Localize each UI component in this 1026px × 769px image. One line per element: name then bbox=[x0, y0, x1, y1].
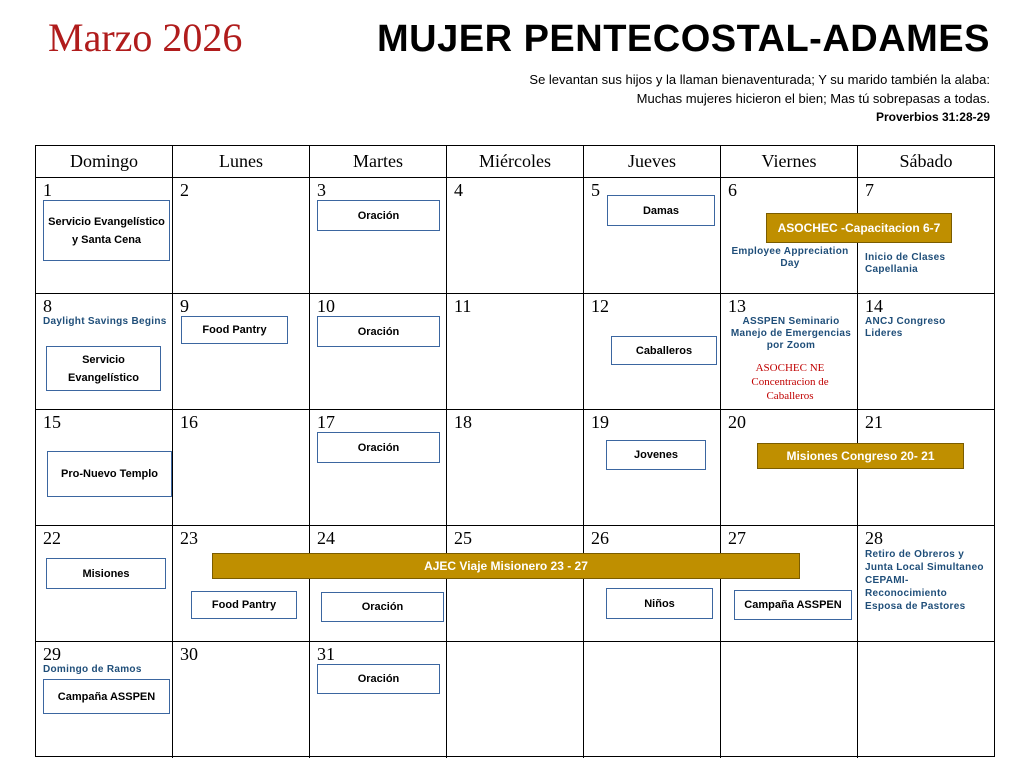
day-number: 11 bbox=[454, 296, 472, 316]
day-number: 3 bbox=[317, 180, 326, 200]
day-number: 21 bbox=[865, 412, 883, 432]
weekday-header: Viernes bbox=[721, 146, 858, 177]
organization-title: MUJER PENTECOSTAL-ADAMES bbox=[377, 18, 990, 60]
day-number: 19 bbox=[591, 412, 609, 432]
event-caballeros[interactable]: Caballeros bbox=[611, 336, 717, 365]
day-number: 7 bbox=[865, 180, 874, 200]
day-cell-2[interactable] bbox=[173, 178, 310, 293]
calendar-week bbox=[36, 526, 994, 642]
event-ninos[interactable]: Niños bbox=[606, 588, 713, 619]
weekday-header: Jueves bbox=[584, 146, 721, 177]
day-cell-13[interactable] bbox=[721, 294, 858, 409]
event-campana-asspen[interactable]: Campaña ASSPEN bbox=[734, 590, 852, 620]
event-misiones[interactable]: Misiones bbox=[46, 558, 166, 589]
day-cell-27[interactable] bbox=[721, 526, 858, 641]
day-cell-23[interactable] bbox=[173, 526, 310, 641]
day-cell-17[interactable] bbox=[310, 410, 447, 525]
day-number: 18 bbox=[454, 412, 472, 432]
event-oracion[interactable]: Oración bbox=[321, 592, 444, 622]
note-asspen-seminario: ASSPEN Seminario Manejo de Emergencias por Zoom bbox=[730, 316, 852, 351]
day-number: 4 bbox=[454, 180, 463, 200]
verse-line-2: Muchas mujeres hicieron el bien; Mas tú sobrepasas a todas. bbox=[636, 91, 990, 106]
day-cell-10[interactable] bbox=[310, 294, 447, 409]
day-cell-30[interactable] bbox=[173, 642, 310, 758]
day-cell-16[interactable] bbox=[173, 410, 310, 525]
day-number: 6 bbox=[728, 180, 737, 200]
day-cell-empty bbox=[447, 642, 584, 758]
day-number: 23 bbox=[180, 528, 198, 548]
day-cell-25[interactable] bbox=[447, 526, 584, 641]
day-cell-4[interactable] bbox=[447, 178, 584, 293]
day-cell-empty bbox=[858, 642, 994, 758]
event-campana-asspen[interactable]: Campaña ASSPEN bbox=[43, 679, 170, 714]
day-cell-15[interactable] bbox=[36, 410, 173, 525]
event-damas[interactable]: Damas bbox=[607, 195, 715, 226]
weekday-header: Domingo bbox=[36, 146, 173, 177]
day-number: 27 bbox=[728, 528, 746, 548]
event-bar-ajec-viaje-misionero[interactable]: AJEC Viaje Misionero 23 - 27 bbox=[212, 553, 800, 579]
day-cell-empty bbox=[584, 642, 721, 758]
event-jovenes[interactable]: Jovenes bbox=[606, 440, 706, 470]
day-cell-26[interactable] bbox=[584, 526, 721, 641]
event-servicio-evangelistico-santa-cena[interactable]: Servicio Evangelístico y Santa Cena bbox=[43, 200, 170, 261]
day-cell-1[interactable] bbox=[36, 178, 173, 293]
day-cell-19[interactable] bbox=[584, 410, 721, 525]
event-oracion[interactable]: Oración bbox=[317, 316, 440, 347]
day-number: 26 bbox=[591, 528, 609, 548]
day-number: 30 bbox=[180, 644, 198, 664]
event-pro-nuevo-templo[interactable]: Pro-Nuevo Templo bbox=[47, 451, 172, 497]
day-number: 16 bbox=[180, 412, 198, 432]
note-domingo-de-ramos: Domingo de Ramos bbox=[43, 664, 142, 675]
day-cell-14[interactable] bbox=[858, 294, 994, 409]
bible-verse bbox=[529, 70, 990, 127]
note-ancj-congreso: ANCJ Congreso Lideres bbox=[865, 316, 946, 339]
event-oracion[interactable]: Oración bbox=[317, 432, 440, 463]
day-number: 2 bbox=[180, 180, 189, 200]
weekday-header: Lunes bbox=[173, 146, 310, 177]
day-cell-29[interactable] bbox=[36, 642, 173, 758]
day-number: 31 bbox=[317, 644, 335, 664]
calendar-week bbox=[36, 294, 994, 410]
verse-reference: Proverbios 31:28-29 bbox=[875, 110, 990, 124]
weekday-header: Miércoles bbox=[447, 146, 584, 177]
day-number: 8 bbox=[43, 296, 52, 316]
note-inicio-clases-capellania: Inicio de Clases Capellania bbox=[865, 252, 946, 275]
day-number: 29 bbox=[43, 644, 61, 664]
day-number: 15 bbox=[43, 412, 61, 432]
day-cell-11[interactable] bbox=[447, 294, 584, 409]
day-number: 12 bbox=[591, 296, 609, 316]
day-number: 10 bbox=[317, 296, 335, 316]
day-number: 5 bbox=[591, 180, 600, 200]
day-cell-empty bbox=[721, 642, 858, 758]
calendar-week bbox=[36, 642, 994, 758]
event-bar-asochec-capacitacion[interactable]: ASOCHEC -Capacitacion 6-7 bbox=[766, 213, 952, 243]
note-asochec-concentracion: ASOCHEC NE Concentracion de Caballeros bbox=[751, 362, 829, 402]
day-number: 9 bbox=[180, 296, 189, 316]
day-number: 22 bbox=[43, 528, 61, 548]
day-number: 20 bbox=[728, 412, 746, 432]
event-food-pantry[interactable]: Food Pantry bbox=[191, 591, 297, 619]
weekday-header: Sábado bbox=[899, 151, 953, 171]
day-cell-8[interactable] bbox=[36, 294, 173, 409]
day-cell-22[interactable] bbox=[36, 526, 173, 641]
note-employee-appreciation-day: Employee Appreciation Day bbox=[731, 246, 849, 269]
event-oracion[interactable]: Oración bbox=[317, 200, 440, 231]
day-cell-18[interactable] bbox=[447, 410, 584, 525]
event-bar-misiones-congreso[interactable]: Misiones Congreso 20- 21 bbox=[757, 443, 964, 469]
day-cell-28[interactable] bbox=[858, 526, 994, 641]
event-oracion[interactable]: Oración bbox=[317, 664, 440, 694]
day-number: 1 bbox=[43, 180, 52, 200]
event-servicio-evangelistico[interactable]: Servicio Evangelístico bbox=[46, 346, 161, 391]
day-number: 25 bbox=[454, 528, 472, 548]
note-daylight-savings: Daylight Savings Begins bbox=[43, 316, 167, 327]
day-number: 13 bbox=[728, 296, 746, 316]
month-title: Marzo 2026 bbox=[48, 15, 243, 60]
day-cell-12[interactable] bbox=[584, 294, 721, 409]
verse-line-1: Se levantan sus hijos y la llaman bienaventurada; Y su marido también la alaba: bbox=[529, 72, 990, 87]
day-cell-24[interactable] bbox=[310, 526, 447, 641]
note-retiro-obreros: Retiro de Obreros y Junta Local Simultaneo CEPAMI- Reconocimiento Esposa de Pastores bbox=[865, 549, 984, 612]
day-number: 28 bbox=[865, 528, 883, 548]
weekday-header: Martes bbox=[310, 146, 447, 177]
event-food-pantry[interactable]: Food Pantry bbox=[181, 316, 288, 344]
day-number: 24 bbox=[317, 528, 335, 548]
day-cell-3[interactable] bbox=[310, 178, 447, 293]
day-cell-9[interactable] bbox=[173, 294, 310, 409]
day-cell-5[interactable] bbox=[584, 178, 721, 293]
weekday-header-row bbox=[36, 146, 994, 178]
day-number: 14 bbox=[865, 296, 883, 316]
day-cell-31[interactable] bbox=[310, 642, 447, 758]
day-number: 17 bbox=[317, 412, 335, 432]
